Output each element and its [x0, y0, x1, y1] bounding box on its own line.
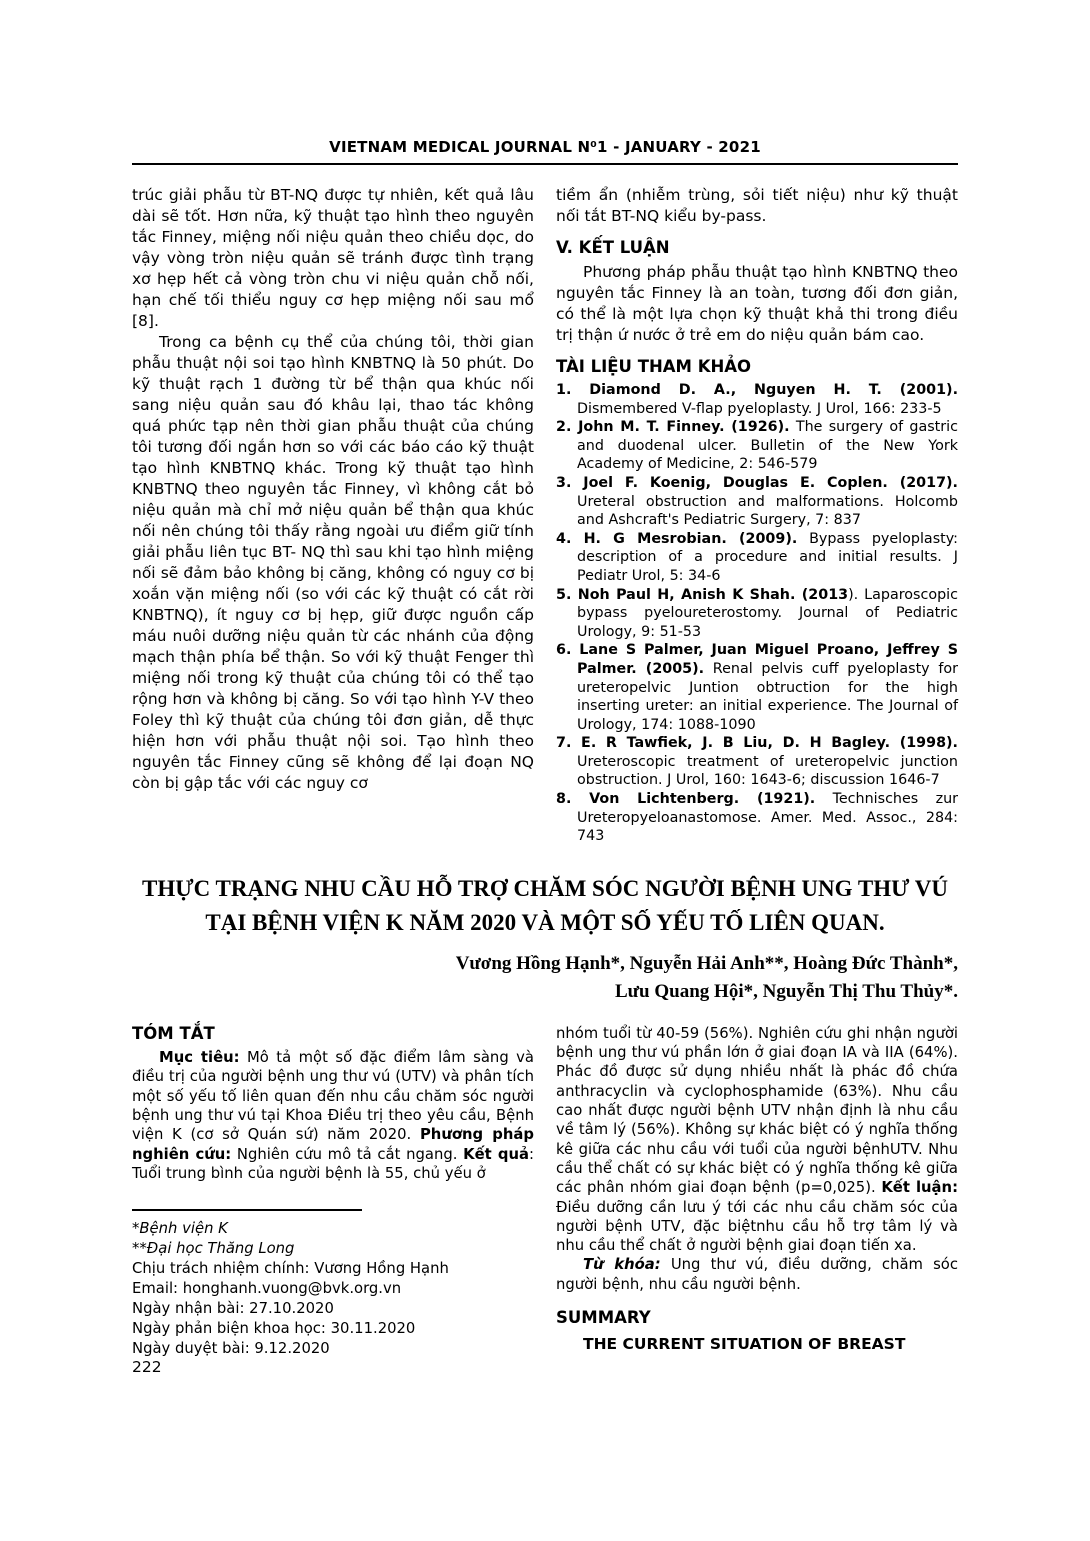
footnote-accepted-date: Ngày duyệt bài: 9.12.2020: [132, 1340, 330, 1358]
article-title-line2: TẠI BỆNH VIỆN K NĂM 2020 VÀ MỘT SỐ YẾU TỐ LIÊN QUAN.: [205, 909, 885, 935]
article-title: [132, 872, 958, 940]
reference-authors: 4. H. G Mesrobian. (2009).: [556, 530, 798, 547]
references-list: [556, 381, 958, 846]
article-title-line1: THỰC TRẠNG NHU CẦU HỖ TRỢ CHĂM SÓC NGƯỜI BỆNH UNG THƯ VÚ: [142, 875, 948, 901]
footnote-corresponding: Chịu trách nhiệm chính: Vương Hồng Hạnh: [132, 1260, 449, 1278]
abstract-objective-label: Mục tiêu:: [159, 1049, 240, 1067]
page-number: 222: [132, 1358, 162, 1376]
results-paragraph: [556, 1024, 958, 1256]
footnote-rule: [132, 1209, 362, 1211]
article-authors-line1: Vương Hồng Hạnh*, Nguyễn Hải Anh**, Hoàng Đức Thành*,: [455, 952, 958, 974]
reference-text: Ureteral obstruction and malformations. Holcomb and Ashcraft's Pediatric Surgery, 7: 837: [577, 493, 958, 529]
abstract-method-label: Phương pháp nghiên cứu:: [132, 1126, 534, 1163]
page-content: [132, 138, 958, 1359]
abstract-result-text: : Tuổi trung bình của người bệnh là 55, chủ yếu ở: [132, 1145, 534, 1182]
reference-authors: 1. Diamond D. A., Nguyen H. T. (2001).: [556, 382, 958, 398]
body-paragraph: Trong ca bệnh cụ thể của chúng tôi, thời gian phẫu thuật nội soi tạo hình KNBTNQ là 50 phút. Do kỹ thuật rạch 1 đường từ bể thận qua khúc nối sang niệu quản sau đó khâu lại, thao tác không quá phức tạp nên thời gian phẫu thuật của chúng tôi tương đối ngắn hơn so với các báo cáo kỹ thuật tạo hình KNBTNQ khác. Trong kỹ thuật tạo hình KNBTNQ theo nguyên tắc Finney, vì không cắt bỏ niệu quản mà chỉ mở niệu quản bể thận qua khúc nối nên chúng tôi thấy rằng ngoài ưu điểm giữ tính giải phẫu liên tục BT- NQ thì sau khi tạo hình miệng nối sẽ đảm bảo không bị căng, không có nguy cơ bị xoắn vặn miệng nối (so với các kỹ thuật có cắt rời KNBTNQ), ít nguy cơ bị hẹp, giữ được nguồn cấp máu nuôi dưỡng niệu quản từ các nhánh của động mạch thận phía bể thận. So với kỹ thuật Fenger thì miệng nối trong kỹ thuật của chúng tôi có thể tạo rộng hơn và không bị căng. So với tạo hình Y-V theo Foley thì kỹ thuật của chúng tôi đơn giản, dễ thực hiện hơn với phẫu thuật nội soi. Tạo hình theo nguyên tắc Finney cũng sẽ không để lại đoạn NQ còn bị gập tắc với các nguy cơ: [132, 333, 534, 792]
footnote-affiliation-2: **Đại học Thăng Long: [132, 1240, 295, 1258]
reference-authors: 3. Joel F. Koenig, Douglas E. Coplen. (2017).: [556, 474, 958, 491]
abstract-method-text: Nghiên cứu mô tả cắt ngang.: [231, 1145, 464, 1163]
reference-item: [556, 790, 958, 846]
reference-authors: 6. Lane S Palmer, Juan Miguel Proano, Jeffrey S Palmer. (2005).: [556, 642, 958, 677]
article2-right-column: [556, 1024, 958, 1359]
abstract-heading: TÓM TẮT: [132, 1023, 215, 1043]
reference-text: Renal pelvis cuff pyeloplasty for ureteropelvic Juntion obtruction for the high inserting ureter: an initial experience. The Journal of Urology, 174: 1088-1090: [577, 660, 958, 733]
abstract-paragraph: [132, 1048, 534, 1183]
author-footnote: [132, 1209, 534, 1359]
reference-authors: 2. John M. T. Finney. (1926).: [556, 419, 790, 436]
body-paragraph: tiềm ẩn (nhiễm trùng, sỏi tiết niệu) như kỹ thuật nối tắt BT-NQ kiểu by-pass.: [556, 186, 958, 225]
reference-item: [556, 586, 958, 642]
journal-header: [132, 138, 958, 165]
footnote-review-date: Ngày phản biện khoa học: 30.11.2020: [132, 1320, 416, 1338]
keywords-paragraph: [556, 1255, 958, 1294]
results-conclusion-label: Kết luận:: [881, 1179, 958, 1197]
footnote-received-date: Ngày nhận bài: 27.10.2020: [132, 1300, 334, 1318]
keywords-label: Từ khóa:: [583, 1256, 661, 1274]
article-authors: [132, 950, 958, 1006]
footnote-affiliation-1: *Bệnh viện K: [132, 1220, 228, 1238]
reference-item: [556, 474, 958, 530]
reference-text: ). Laparoscopic bypass pyeloureterostomy. Journal of Pediatric Urology, 9: 51-53: [577, 586, 958, 640]
footnote-email: Email: honghanh.vuong@bvk.org.vn: [132, 1280, 402, 1298]
reference-authors: 7. E. R Tawfiek, J. B Liu, D. H Bagley. (1998).: [556, 735, 958, 752]
reference-text: Bypass pyeloplasty: description of a procedure and initial results. J Pediatr Urol, 5: 34-6: [577, 530, 958, 584]
reference-text: Technisches zur Ureteropyeloanastomose. Amer. Med. Assoc., 284: 743: [577, 791, 959, 845]
conclusion-paragraph: Phương pháp phẫu thuật tạo hình KNBTNQ theo nguyên tắc Finney là an toàn, tương đối đơn giản, có thể là một lựa chọn kỹ thuật khả thi trong điều trị thận ứ nước ở trẻ em do niệu quản bám cao.: [556, 263, 958, 344]
conclusion-heading: V. KẾT LUẬN: [556, 238, 670, 257]
abstract-result-label: Kết quả: [463, 1145, 529, 1163]
reference-authors: 5. Noh Paul H, Anish K Shah. (2013: [556, 586, 849, 603]
reference-text: Ureteroscopic treatment of ureteropelvic junction obstruction. J Urol, 160: 1643-6; discussion 1646-7: [577, 753, 958, 789]
reference-text: Dismembered V-flap pyeloplasty. J Urol, 166: 233-5: [577, 400, 942, 417]
reference-authors: 8. Von Lichtenberg. (1921).: [556, 791, 816, 808]
reference-item: [556, 641, 958, 734]
article1-columns: [132, 185, 958, 846]
results-text-2: Điều dưỡng cần lưu ý tới các nhu cầu chăm sóc của người bệnh UTV, đặc biệtnhu cầu hỗ trợ tâm lý và nhu cầu thể chất ở người bệnh giai đoạn tiến xa.: [556, 1198, 958, 1255]
reference-item: [556, 530, 958, 586]
results-text-1: nhóm tuổi từ 40-59 (56%). Nghiên cứu ghi nhận người bệnh ung thư vú phần lớn ở giai đoạn IA và IIA (64%). Phác đồ được sử dụng nhiều nhất là phác đồ chứa anthracyclin và cyclophosphamide (63%). Nhu cầu cao nhất được người bệnh UTV nhận định là nhu cầu về tâm lý (56%). Không sự khác biệt có ý nghĩa thống kê giữa các nhu cầu với tuổi của người bệnhUTV. Nhu cầu thể chất có sự khác biệt có ý nghĩa thống kê giữa các phân nhóm giai đoạn bệnh (p=0,025).: [556, 1024, 958, 1197]
article2-columns: [132, 1024, 958, 1359]
journal-header-text: VIETNAM MEDICAL JOURNAL N⁰1 - JANUARY - 2021: [329, 138, 761, 156]
article1-right-column: [556, 185, 958, 846]
summary-heading: SUMMARY: [556, 1308, 651, 1327]
reference-item: [556, 734, 958, 790]
reference-text: The surgery of gastric and duodenal ulcer. Bulletin of the New York Academy of Medicine, 2: 546-579: [577, 419, 958, 473]
references-heading: TÀI LIỆU THAM KHẢO: [556, 357, 752, 376]
article-authors-line2: Lưu Quang Hội*, Nguyễn Thị Thu Thủy*.: [614, 980, 958, 1002]
reference-item: [556, 418, 958, 474]
keywords-text: Ung thư vú, điều dưỡng, chăm sóc người bệnh, nhu cầu người bệnh.: [556, 1256, 958, 1293]
body-paragraph: trúc giải phẫu từ BT-NQ được tự nhiên, kết quả lâu dài sẽ tốt. Hơn nữa, kỹ thuật tạo hình theo nguyên tắc Finney, miệng nối niệu quản theo chiều dọc, do vậy vòng tròn niệu quản sẽ tránh được tình trạng xơ hẹp hết cả vòng tròn chu vi niệu quản chỗ nối, hạn chế tối thiểu nguy cơ hẹp miệng nối sau mổ [8].: [132, 186, 534, 330]
abstract-objective-text: Mô tả một số đặc điểm lâm sàng và điều trị của người bệnh ung thư vú (UTV) và phân tích một số yếu tố liên quan đến nhu cầu chăm sóc người bệnh ung thư vú tại Khoa Điều trị theo yêu cầu, Bệnh viện K (cơ sở Quán sứ) năm 2020.: [132, 1049, 534, 1144]
summary-english-title: THE CURRENT SITUATION OF BREAST: [583, 1335, 906, 1354]
article2-left-column: [132, 1024, 534, 1359]
reference-item: [556, 381, 958, 418]
article1-left-column: [132, 185, 534, 846]
